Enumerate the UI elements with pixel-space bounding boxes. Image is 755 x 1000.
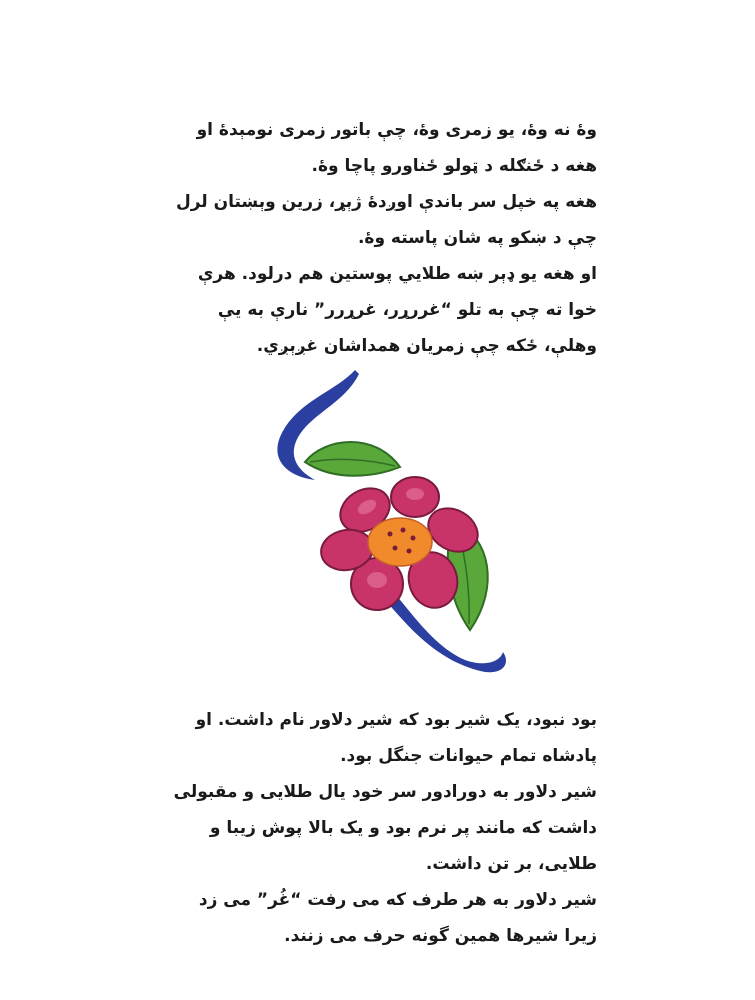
flower-ribbon-illustration [255,362,515,682]
flower-illustration-svg [255,362,515,682]
dari-text [165,702,597,954]
pashto-text [165,112,597,364]
pashto-paragraph-3: او هغه يو ډېر ښه طلايي پوستين هم درلود. هرې خوا ته چې به تلو “غررړر، غرړرر” نارې به يې وهلې، ځکه چې زمريان همداشان غږېږي. [197,264,597,356]
leaf-left [305,442,400,476]
dari-paragraph-1: بود نبود، یک شیر بود که شیر دلاور نام داشت. او پادشاه تمام حیوانات جنگل بود. [195,710,597,766]
dari-paragraph-2: شیر دلاور به دورادور سر خود یال طلایی و مقبولی داشت که مانند پر نرم بود و یک بالا پوش زیبا و طلایی، بر تن داشت. [173,782,597,874]
pashto-paragraph-1: وهٔ نه وهٔ، يو زمری وهٔ، چې باتور زمری نومېدهٔ او هغه د ځنګله د ټولو ځناورو پاچا وهٔ. [196,120,597,176]
flower-center [368,518,432,566]
dari-paragraph-3: شیر دلاور به هر طرف که می رفت “غُر” می زد زیرا شیرها همین گونه حرف می زنند. [198,890,597,946]
pashto-paragraph-2: هغه په خپل سر باندې اوږدهٔ ژېړ، زرين وېښتان لرل چې د ښکو په شان پاسته وهٔ. [175,192,597,248]
